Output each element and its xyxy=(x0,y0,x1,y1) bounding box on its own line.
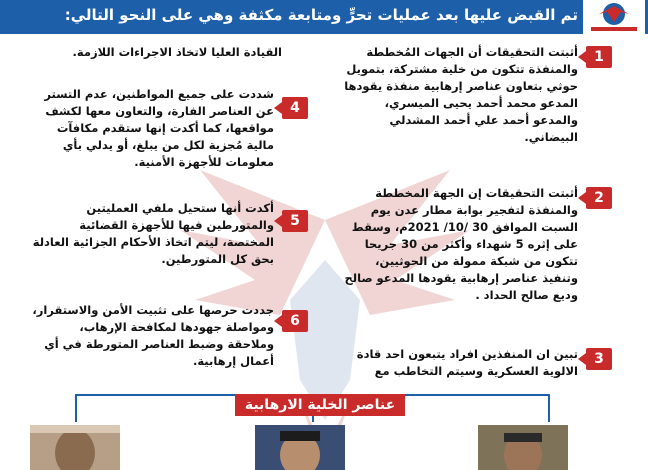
point-badge-4: 4 xyxy=(282,97,308,119)
point-3-continuation-text: القيادة العليا لاتخاذ الاجراءات اللازمة. xyxy=(72,45,282,59)
point-badge-1: 1 xyxy=(586,46,612,68)
point-badge-2: 2 xyxy=(586,187,612,209)
member-photo-2 xyxy=(255,425,345,470)
point-2-text: أثبتت التحقيقات إن الجهة المخططة والمنفذة لتفجير بوابة مطار عدن يوم السبت الموافق 30 /10/ 2021م، وسقط على إثره 5 شهداء وأكثر من 30 جريحا تتكون من شبكة ممولة من الحوثيين، وتنفيذ عناصر إرهابية يقودها المدعو صالح وديع صالح الحداد . xyxy=(344,186,578,302)
point-6-text: جددت حرصها على تثبيت الأمن والاستقرار، ومواصلة جهودها لمكافحة الإرهاب، وملاحقة وضبط العناصر المتورطة في أي أعمال إرهابية. xyxy=(32,303,274,368)
point-4-text: شددت على جميع المواطنين، عدم التستر عن العناصر الفارة، والتعاون معها لكشف مواقعها، كما أكدت إنها ستقدم مكافآت مالية مُجزية لكل من يبلغ، أو يدلي بأي معلومات للأجهزة الأمنية. xyxy=(44,87,274,169)
point-badge-3: 3 xyxy=(586,348,612,370)
point-1-text: أثبتت التحقيقات أن الجهات المُخططة والمنفذة تتكون من خلية مشتركة، بتمويل حوثي بتعاون عناصر إرهابية منفذة يقودها المدعو محمد أحمد يحيى الميسري، والمدعو أحمد علي أحمد المشدلي البيضاني. xyxy=(344,45,578,144)
point-1 xyxy=(340,44,578,146)
point-5 xyxy=(30,200,274,268)
point-badge-5: 5 xyxy=(282,210,308,232)
member-photo-3 xyxy=(478,425,568,470)
point-badge-6: 6 xyxy=(282,310,308,332)
connector-left xyxy=(75,396,77,422)
eagle-emblem-icon xyxy=(583,0,645,34)
point-3 xyxy=(340,346,578,380)
header-banner xyxy=(0,0,648,34)
members-title: عناصر الخلية الارهابية xyxy=(235,394,405,416)
point-5-text: أكدت أنها ستحيل ملفي العمليتين والمتورطين فيها للأجهزة القضائية المختصة، ليتم اتخاذ الأحكام الجزائية العادلة بحق كل المتورطين. xyxy=(32,201,274,266)
member-photo-1 xyxy=(30,425,120,470)
point-2 xyxy=(340,185,578,304)
point-3-continuation xyxy=(30,44,282,61)
point-3-text: تبين ان المنفذين افراد يتبعون احد قادة الالوية العسكرية وسيتم التخاطب مع xyxy=(356,347,578,378)
header-text: تم القبض عليها بعد عمليات تحرٍّ ومتابعة مكثفة وهي على النحو التالي: xyxy=(64,6,578,24)
point-4 xyxy=(30,86,274,171)
point-6 xyxy=(30,302,274,370)
connector-right xyxy=(548,396,550,422)
